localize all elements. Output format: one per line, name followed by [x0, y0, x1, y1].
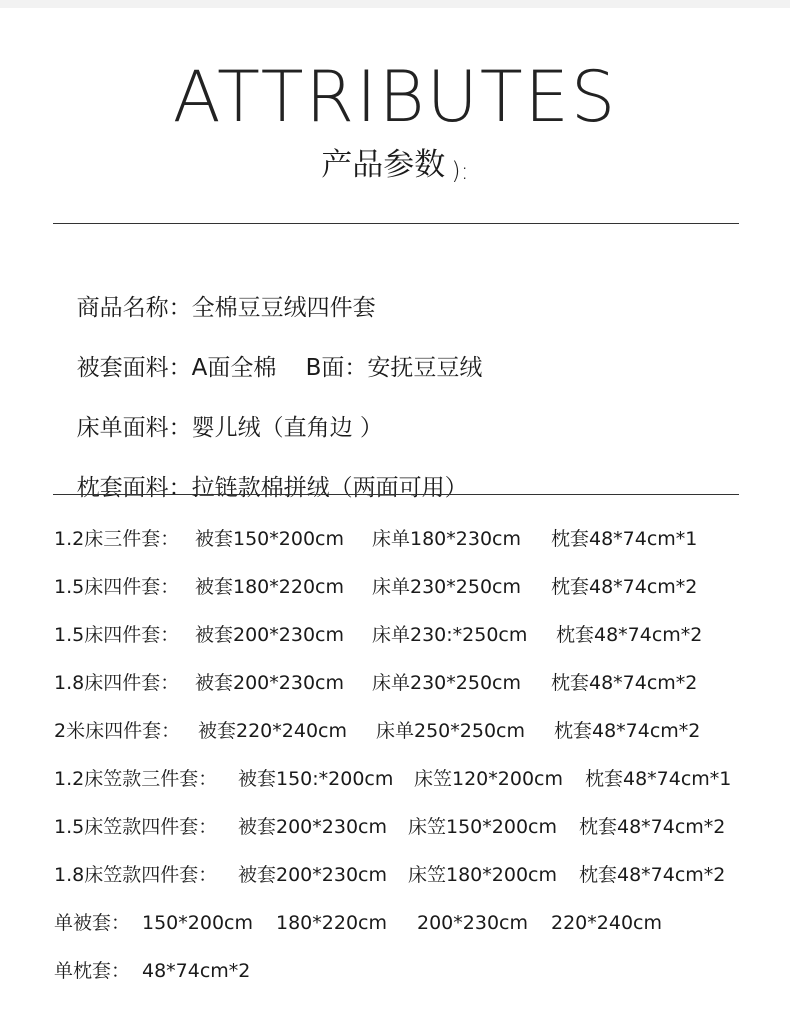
set-name: 1.5床笠款四件套： [54, 816, 218, 838]
single-duvet-label: 单被套： [54, 912, 131, 934]
attribute-label: 被套面料： [76, 355, 192, 381]
pillow-size: 枕套48*74cm*1 [585, 768, 732, 790]
attribute-row-sheet-fabric [62, 377, 383, 445]
set-name: 1.5床四件套： [54, 576, 180, 598]
pillow-size: 枕套48*74cm*2 [551, 576, 698, 598]
duvet-size: 被套200*230cm [195, 672, 344, 694]
sheet-size: 床单230*250cm [372, 576, 521, 598]
single-duvet-size: 150*200cm [142, 912, 253, 934]
sheet-size: 床单230:*250cm [372, 624, 528, 646]
duvet-size: 被套150:*200cm [238, 768, 394, 790]
attribute-row-duvet-fabric [62, 317, 482, 385]
attribute-label: 枕套面料： [76, 475, 192, 501]
attribute-value: 拉链款棉拼绒（两面可用） [191, 475, 468, 501]
sheet-size: 床单250*250cm [376, 720, 525, 742]
single-duvet-size: 200*230cm [417, 912, 528, 934]
set-name: 1.2床三件套： [54, 528, 180, 550]
set-name: 2米床四件套： [54, 720, 181, 742]
attribute-value: A面全棉 B面：安抚豆豆绒 [191, 355, 483, 381]
pillow-size: 枕套48*74cm*2 [579, 816, 726, 838]
duvet-size: 被套200*230cm [238, 864, 387, 886]
subtitle-suffix: ): [451, 157, 469, 185]
duvet-size: 被套220*240cm [198, 720, 347, 742]
attribute-value: 全棉豆豆绒四件套 [191, 295, 376, 321]
attribute-label: 床单面料： [76, 415, 192, 441]
pillow-size: 枕套48*74cm*2 [554, 720, 701, 742]
sheet-size: 床笠120*200cm [414, 768, 563, 790]
sheet-size: 床单180*230cm [372, 528, 521, 550]
pillow-size: 枕套48*74cm*2 [579, 864, 726, 886]
page-title: ATTRIBUTES [172, 56, 618, 138]
attribute-value: 婴儿绒（直角边 ） [191, 415, 383, 441]
pillow-size: 枕套48*74cm*1 [551, 528, 698, 550]
duvet-size: 被套150*200cm [195, 528, 344, 550]
single-duvet-size: 220*240cm [551, 912, 662, 934]
attribute-row-product-name [62, 257, 376, 325]
pillow-size: 枕套48*74cm*2 [551, 672, 698, 694]
sheet-size: 床笠180*200cm [408, 864, 557, 886]
set-name: 1.5床四件套： [54, 624, 180, 646]
top-strip [0, 0, 790, 8]
sheet-size: 床单230*250cm [372, 672, 521, 694]
single-pillow-label: 单枕套： [54, 960, 131, 982]
divider-bottom [53, 494, 739, 495]
page-subtitle [0, 140, 790, 192]
subtitle-text: 产品参数 [321, 147, 446, 183]
duvet-size: 被套200*230cm [238, 816, 387, 838]
set-name: 1.8床四件套： [54, 672, 180, 694]
duvet-size: 被套180*220cm [195, 576, 344, 598]
divider-top [53, 223, 739, 224]
set-name: 1.8床笠款四件套： [54, 864, 218, 886]
set-name: 1.2床笠款三件套： [54, 768, 218, 790]
sheet-size: 床笠150*200cm [408, 816, 557, 838]
attribute-label: 商品名称： [76, 295, 192, 321]
duvet-size: 被套200*230cm [195, 624, 344, 646]
single-pillow-size: 48*74cm*2 [142, 960, 251, 982]
pillow-size: 枕套48*74cm*2 [556, 624, 703, 646]
single-duvet-size: 180*220cm [276, 912, 387, 934]
